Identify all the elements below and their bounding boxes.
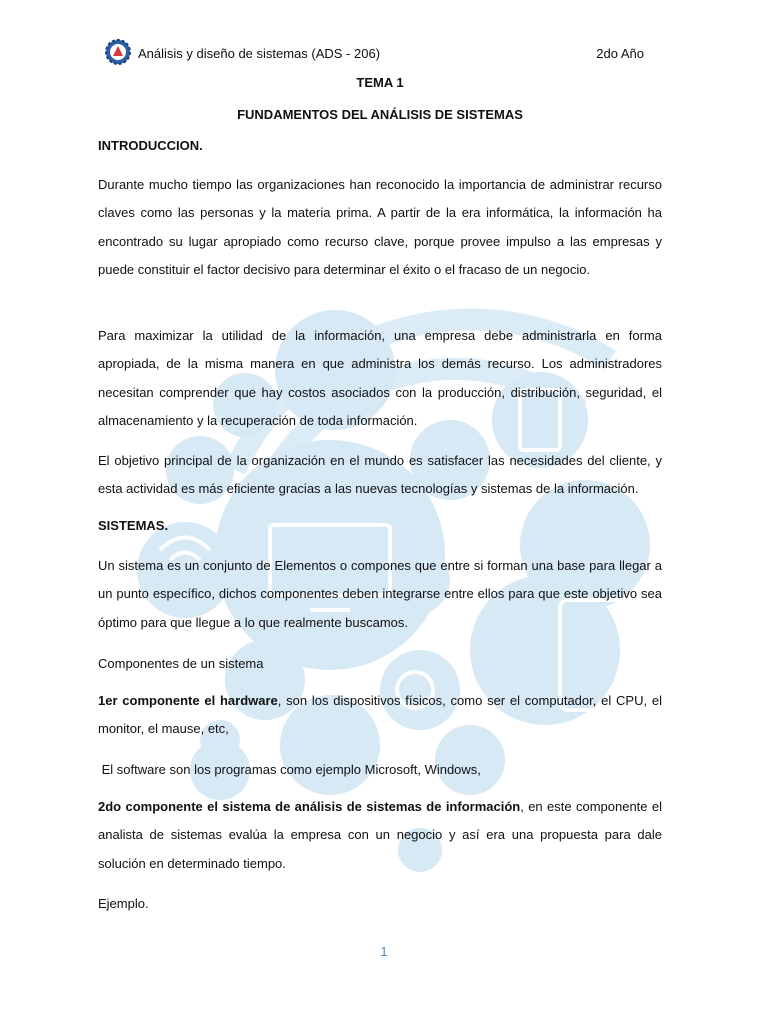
analisis-bold: 2do componente el sistema de análisis de sistemas de información — [98, 799, 521, 814]
hardware-text: , son los dispositivos físicos, como ser el computador, el CPU, el monitor, el mause, etc, — [98, 693, 662, 737]
ejemplo-label: Ejemplo. — [98, 896, 149, 911]
paragraph-intro-1: Durante mucho tiempo las organizaciones han reconocido la importancia de administrar recurso claves como las personas y la materia prima. A partir de la era informática, la información ha encontrado su lugar apropiado como recurso clave, porque provee impulso a las empresas y puede constituir el factor decisivo para determinar el éxito o el fracaso de un negocio. — [98, 177, 662, 277]
analisis-text: , en este componente el analista de sistemas evalúa la empresa con un negocio y así era una propuesta para dale solución en determinado tiempo. — [98, 799, 662, 871]
paragraph-intro-2: Para maximizar la utilidad de la información, una empresa debe administrarla en forma apropiada, de la misma manera en que administra los demás recurso. Los administradores necesitan comprender que hay costos asociados con la producción, distribución, seguridad, el almacenamiento y la recuperación de toda información. — [98, 328, 662, 428]
paragraph-analisis — [98, 793, 662, 878]
institution-logo-icon — [104, 38, 132, 66]
document-title: FUNDAMENTOS DEL ANÁLISIS DE SISTEMAS — [237, 107, 523, 122]
course-title: Análisis y diseño de sistemas (ADS - 206) — [138, 46, 381, 61]
page-header — [104, 44, 664, 66]
componentes-heading: Componentes de un sistema — [98, 656, 264, 671]
course-year: 2do Año — [596, 46, 644, 61]
introduccion-heading: INTRODUCCION. — [98, 138, 203, 153]
tema-label: TEMA 1 — [356, 75, 404, 90]
hardware-bold: 1er componente el hardware — [98, 693, 278, 708]
paragraph-intro-3: El objetivo principal de la organización en el mundo es satisfacer las necesidades del cliente, y esta actividad es más eficiente gracias a las nuevas tecnologías y sistemas de la información. — [98, 453, 662, 497]
sistemas-heading: SISTEMAS. — [98, 518, 169, 533]
paragraph-software: El software son los programas como ejemplo Microsoft, Windows, — [98, 762, 481, 777]
page-number: 1 — [380, 944, 388, 959]
paragraph-sistemas: Un sistema es un conjunto de Elementos o compones que entre si forman una base para llegar a un punto específico, dichos componentes deben integrarse entre ellos para que este objetivo sea óptimo para que llegue a lo que realmente buscamos. — [98, 558, 662, 630]
paragraph-hardware — [98, 687, 662, 744]
